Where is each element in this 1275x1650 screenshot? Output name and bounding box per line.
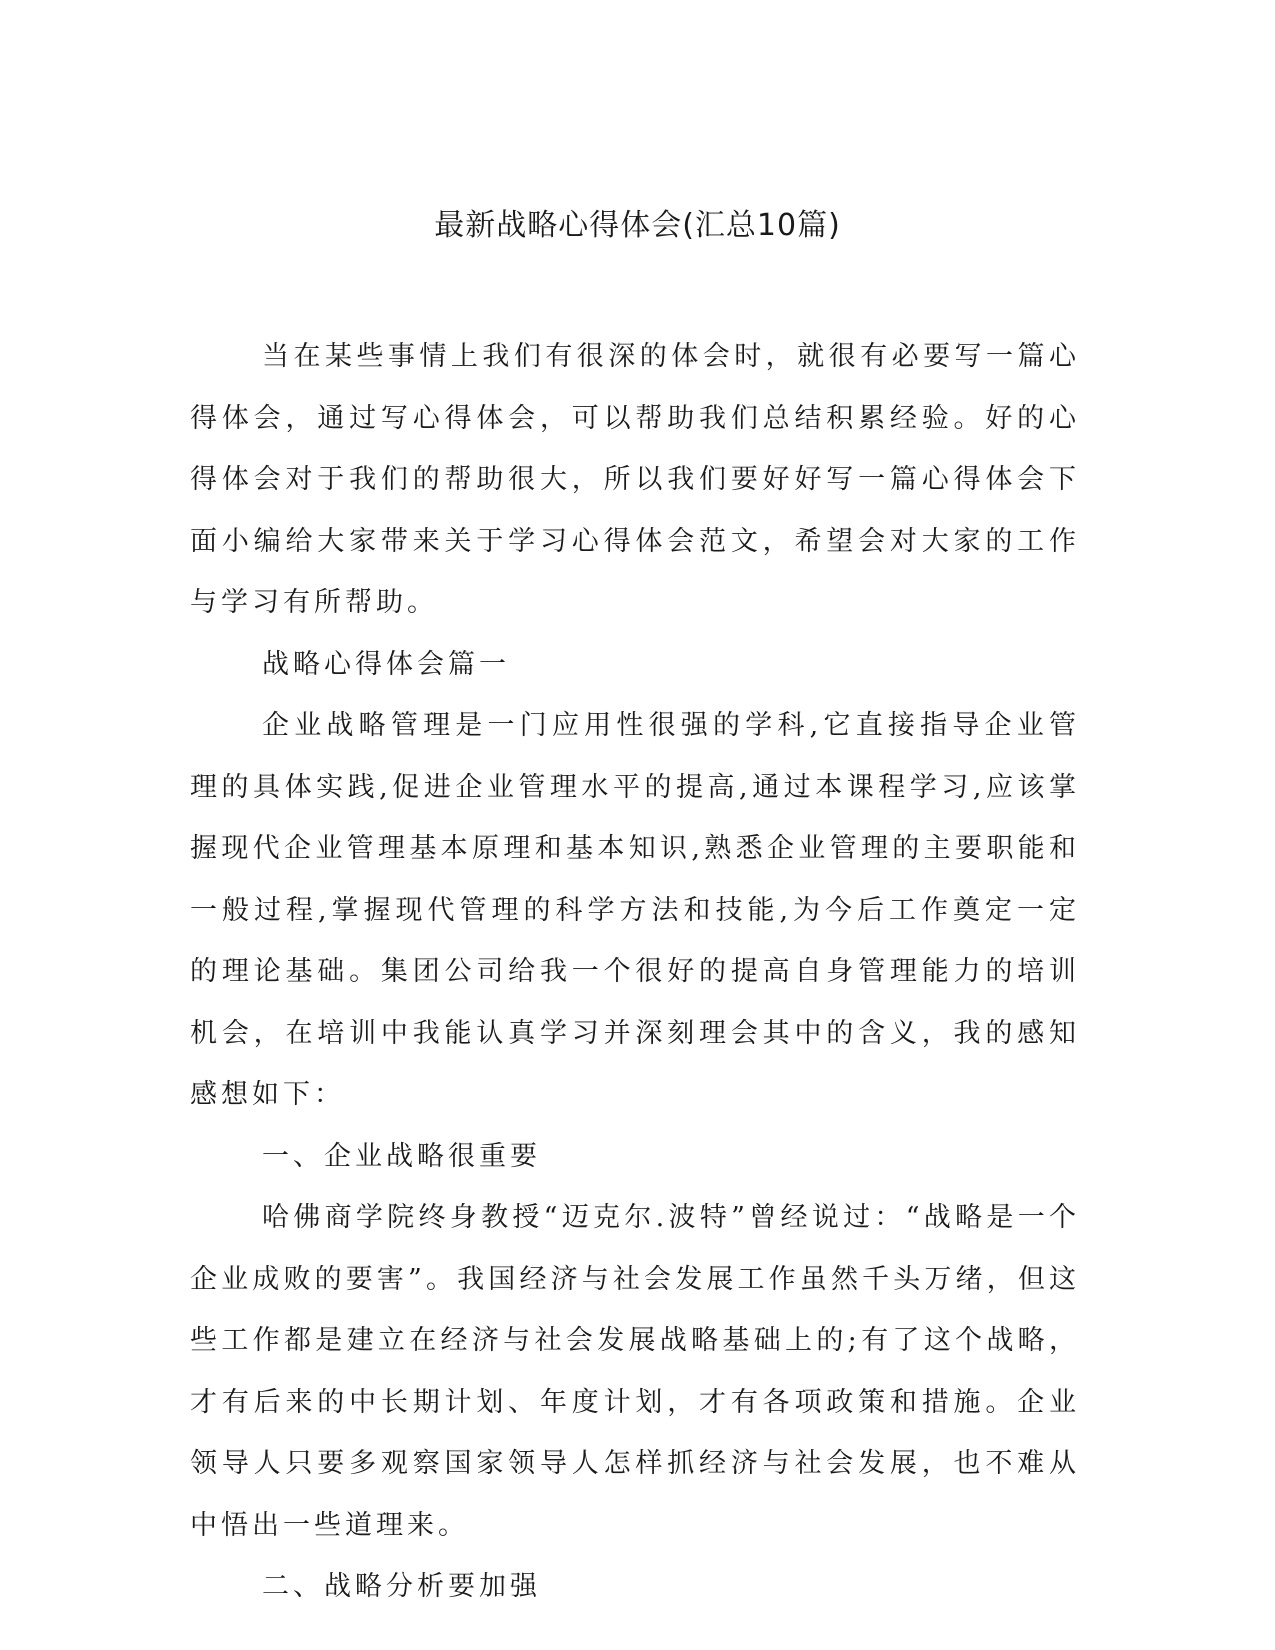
heading-1: 一、企业战略很重要: [262, 1140, 541, 1172]
paragraph-2: 哈佛商学院终身教授“迈克尔.波特”曾经说过：“战略是一个企业成败的要害”。我国经济与社会发展工作虽然千头万绪，但这些工作都是建立在经济与社会发展战略基础上的;有了这个战略，才有后来的中长期计划、年度计划，才有各项政策和措施。企业领导人只要多观察国家领导人怎样抓经济与社会发展，也不难从中悟出一些道理来。: [190, 1202, 1080, 1541]
document-body: [190, 326, 1080, 1618]
intro-paragraph: 当在某些事情上我们有很深的体会时，就很有必要写一篇心得体会，通过写心得体会，可以帮助我们总结积累经验。好的心得体会对于我们的帮助很大，所以我们要好好写一篇心得体会下面小编给大家带来关于学习心得体会范文，希望会对大家的工作与学习有所帮助。: [190, 341, 1080, 618]
section-title: 战略心得体会篇一: [262, 648, 510, 680]
paragraph-1: 企业战略管理是一门应用性很强的学科,它直接指导企业管理的具体实践,促进企业管理水平的提高,通过本课程学习,应该掌握现代企业管理基本原理和基本知识,熟悉企业管理的主要职能和一般过程,掌握现代管理的科学方法和技能,为今后工作奠定一定的理论基础。集团公司给我一个很好的提高自身管理能力的培训机会，在培训中我能认真学习并深刻理会其中的含义，我的感知感想如下：: [190, 710, 1080, 1110]
document-title: 最新战略心得体会(汇总10篇): [434, 208, 841, 243]
heading-2: 二、战略分析要加强: [262, 1571, 541, 1602]
